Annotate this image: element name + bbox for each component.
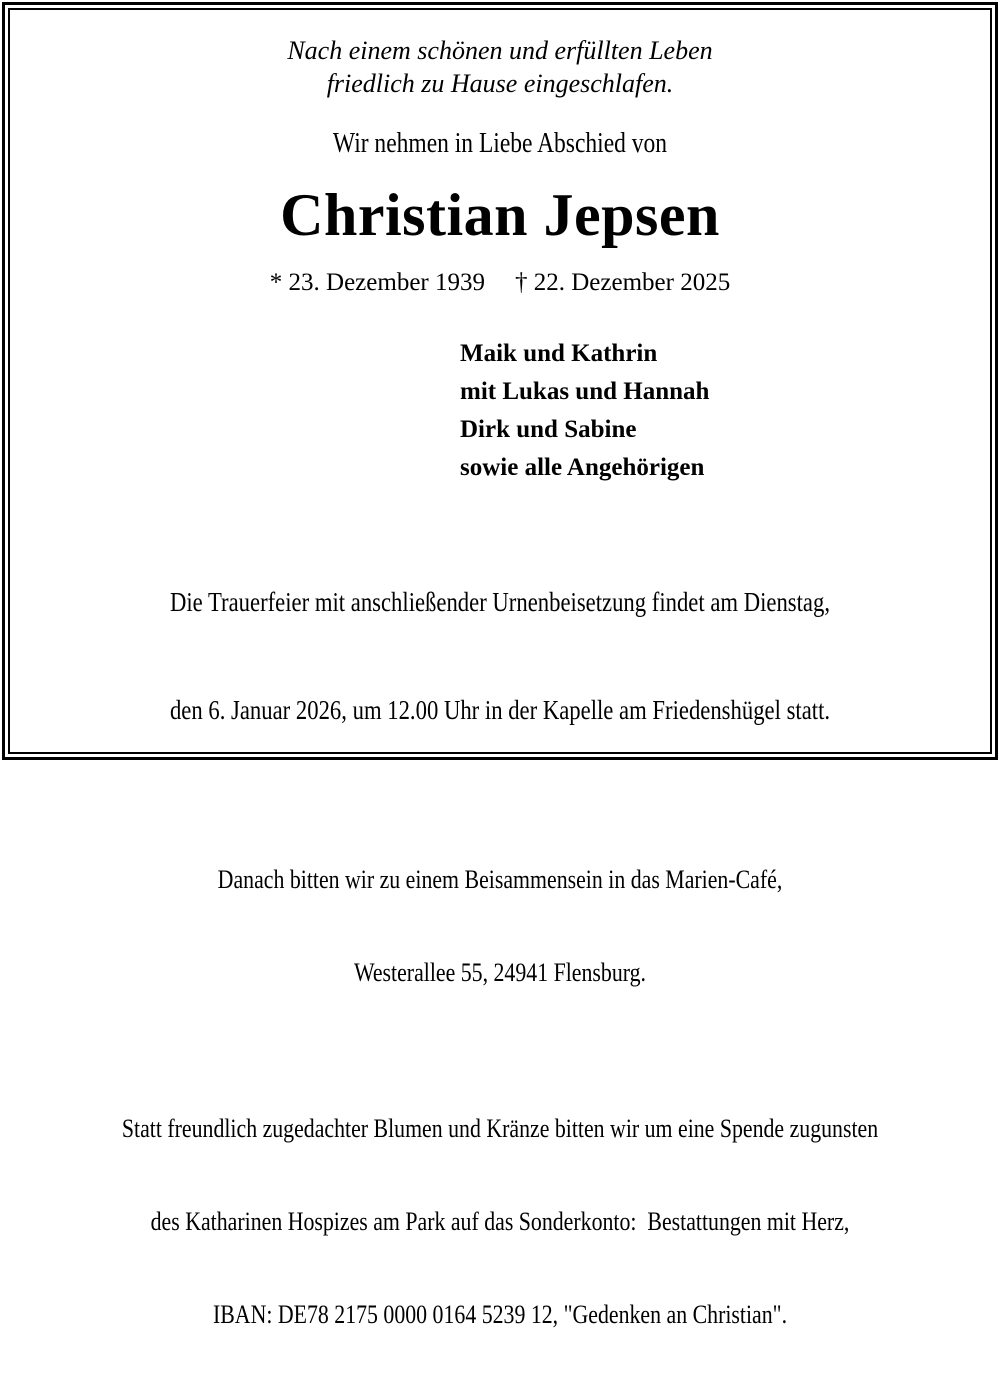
donation-line-2: des Katharinen Hospizes am Park auf das Sonderkonto: Bestattungen mit Herz, — [150, 1207, 850, 1236]
epigraph-line-1: Nach einem schönen und erfüllten Leben — [287, 36, 713, 65]
inner-border-frame — [8, 8, 992, 1329]
mourners-list — [12, 335, 988, 487]
donation-line-1: Statt freundlich zugedachter Blumen und Kränze bitten wir um eine Spende zugunsten — [121, 1114, 879, 1143]
outer-border-frame — [2, 2, 998, 1329]
donation-info — [90, 1051, 910, 1392]
mourner-line: Dirk und Sabine — [460, 416, 637, 443]
service-info — [90, 512, 910, 800]
birth-date: * 23. Dezember 1939 — [269, 269, 485, 296]
gathering-line-1: Danach bitten wir zu einem Beisammensein in das Marien-Café, — [217, 865, 783, 894]
farewell-line: Wir nehmen in Liebe Abschied von — [332, 128, 668, 159]
service-line-1: Die Trauerfeier mit anschließender Urnenbeisetzung findet am Dienstag, — [169, 587, 831, 617]
life-dates — [12, 270, 988, 296]
notice-content — [12, 12, 988, 1329]
gathering-line-2: Westerallee 55, 24941 Flensburg. — [353, 958, 647, 987]
epigraph — [12, 34, 988, 100]
donation-line-3: IBAN: DE78 2175 0000 0164 5239 12, "Gedenken an Christian". — [212, 1300, 788, 1329]
deceased-name: Christian Jepsen — [280, 182, 720, 248]
mourner-line: sowie alle Angehörigen — [460, 454, 705, 481]
mourner-line: mit Lukas und Hannah — [460, 378, 710, 405]
mourner-line: Maik und Kathrin — [460, 340, 658, 367]
epigraph-line-2: friedlich zu Hause eingeschlafen. — [326, 69, 674, 98]
gathering-info — [90, 802, 910, 1050]
death-date: † 22. Dezember 2025 — [515, 269, 731, 296]
service-line-2: den 6. Januar 2026, um 12.00 Uhr in der Kapelle am Friedenshügel statt. — [169, 695, 831, 725]
